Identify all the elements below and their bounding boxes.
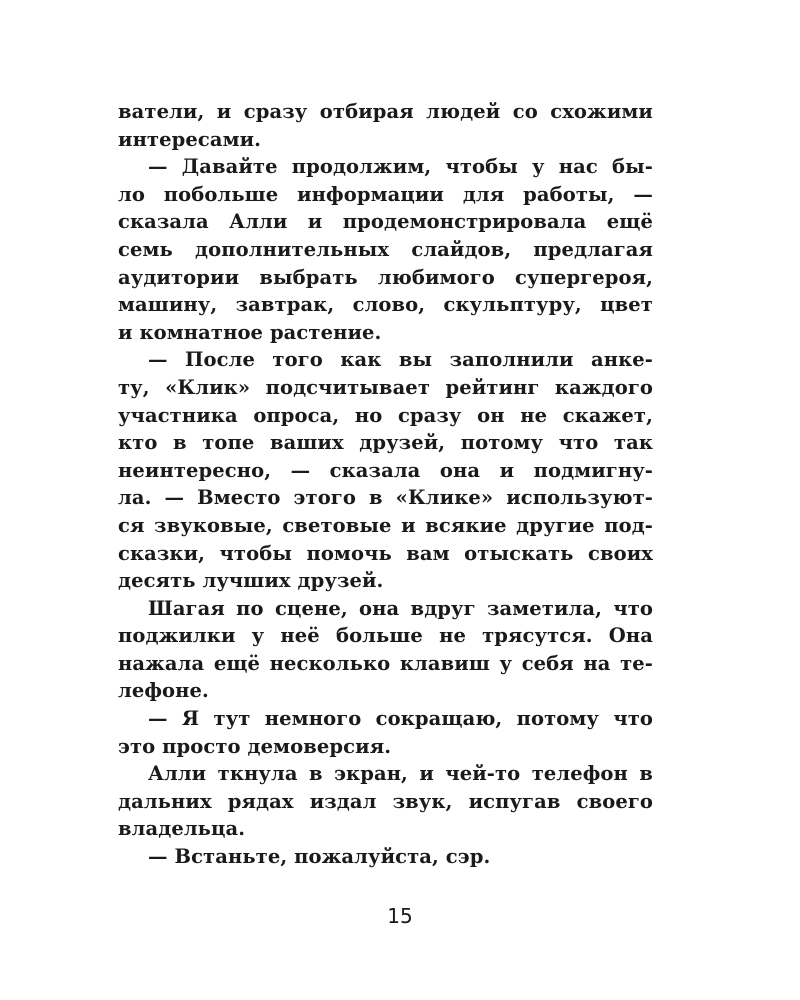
text-line: лефоне. xyxy=(118,679,209,703)
text-line: дальних рядах издал звук, испугав своего xyxy=(118,789,653,813)
text-line: ватели, и сразу отбирая людей со схожими xyxy=(118,100,653,123)
text-line: — Давайте продолжим, чтобы у нас бы- xyxy=(148,155,653,179)
text-line: участника опроса, но сразу он не скажет, xyxy=(118,403,653,427)
text-line: десять лучших друзей. xyxy=(118,569,384,593)
page-body-text xyxy=(118,98,653,871)
text-line: интересами. xyxy=(118,127,262,151)
text-line: сказки, чтобы помочь вам отыскать своих xyxy=(118,541,653,565)
text-line: машину, завтрак, слово, скульптуру, цвет xyxy=(118,293,653,317)
text-line: неинтересно, — сказала она и подмигну- xyxy=(118,458,653,482)
text-line: нажала ещё несколько клавиш у себя на те- xyxy=(118,651,653,675)
page-number: 15 xyxy=(387,904,413,928)
text-line: Алли ткнула в экран, и чей-то телефон в xyxy=(148,762,653,786)
text-line: — Встаньте, пожалуйста, сэр. xyxy=(148,845,491,869)
text-line: ло побольше информации для работы, — xyxy=(118,182,653,206)
text-line: это просто демоверсия. xyxy=(118,734,392,758)
text-line: владельца. xyxy=(118,817,246,841)
text-line: семь дополнительных слайдов, предлагая xyxy=(118,237,653,261)
text-line: — После того как вы заполнили анке- xyxy=(148,348,653,372)
text-line: ла. — Вместо этого в «Клике» используют- xyxy=(118,486,653,510)
text-line: аудитории выбрать любимого супергероя, xyxy=(118,265,653,289)
text-line: Шагая по сцене, она вдруг заметила, что xyxy=(148,596,653,620)
text-line: поджилки у неё больше не трясутся. Она xyxy=(118,624,653,648)
text-line: и комнатное растение. xyxy=(118,320,382,344)
text-line: ту, «Клик» подсчитывает рейтинг каждого xyxy=(118,375,653,399)
text-line: сказала Алли и продемонстрировала ещё xyxy=(118,210,653,234)
text-line: ся звуковые, световые и всякие другие под- xyxy=(118,513,653,537)
text-line: кто в топе ваших друзей, потому что так xyxy=(118,431,653,455)
text-line: — Я тут немного сокращаю, потому что xyxy=(148,707,653,731)
